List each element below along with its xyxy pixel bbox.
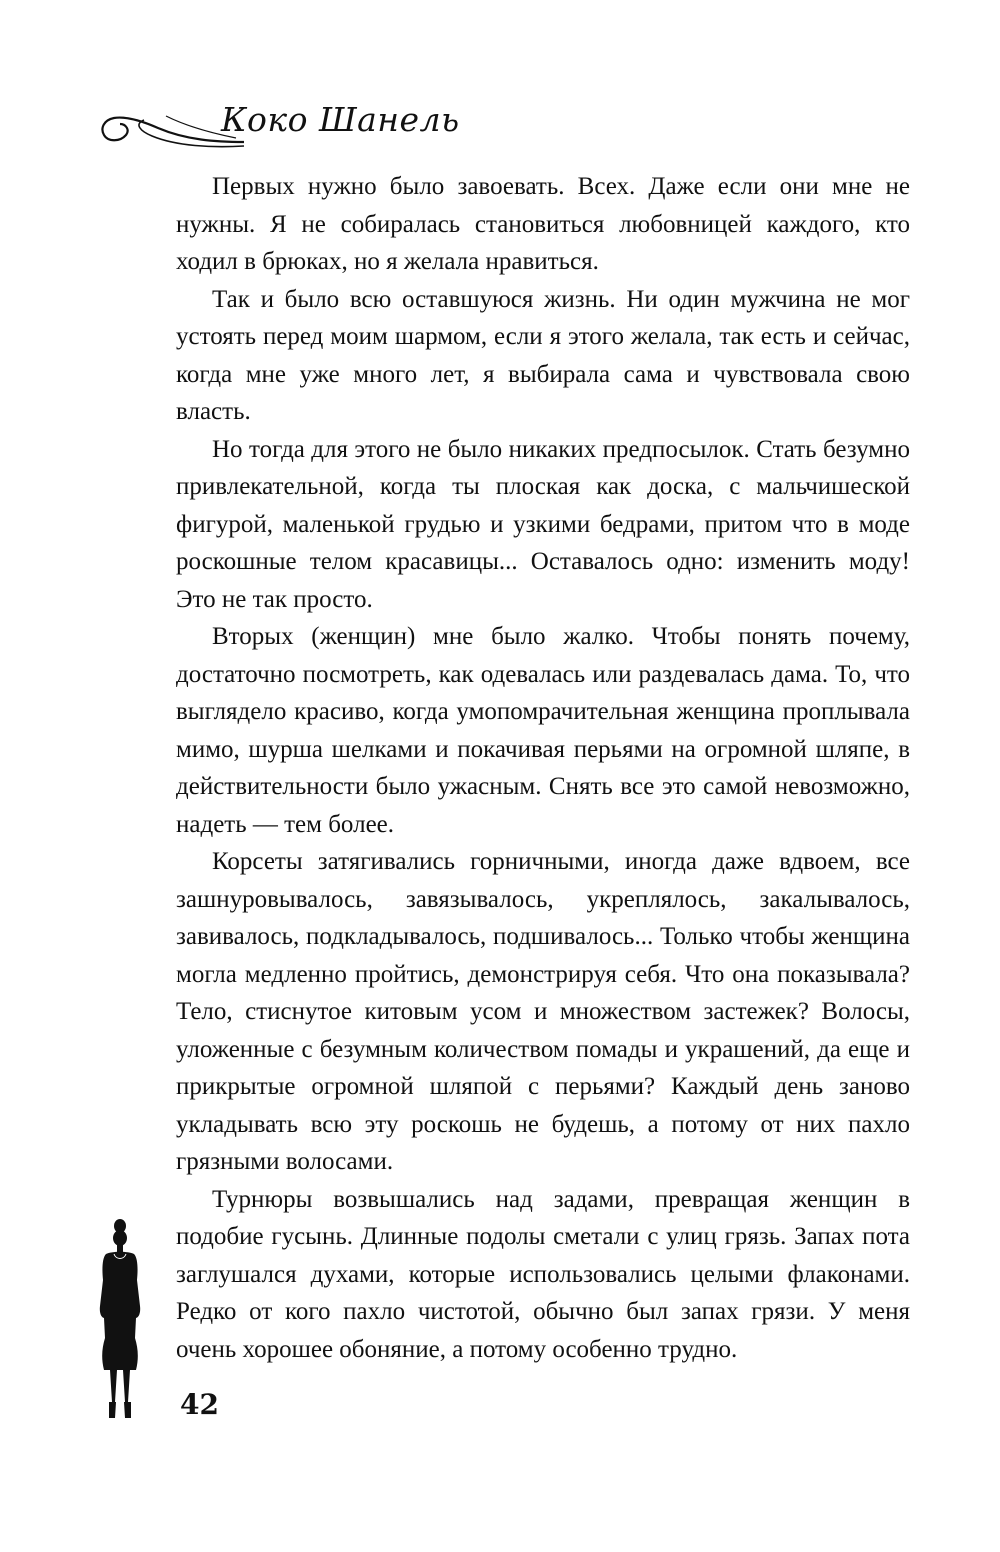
running-title: Коко Шанель xyxy=(221,100,460,139)
paragraph-6: Турнюры возвышались над задами, превращая женщин в подобие гусынь. Длинные подолы сметали с улиц грязь. Запах пота заглушался духами, которые использовались целыми флаконами. Редко от кого пахло чистотой, обычно был запах грязи. У меня очень хорошее обоняние, а потому особенно трудно. xyxy=(176,1185,910,1363)
page-number: 42 xyxy=(180,1388,219,1421)
paragraph-1: Первых нужно было завоевать. Всех. Даже если они мне не нужны. Я не собиралась становиться любовницей каждого, кто ходил в брюках, но я желала нравиться. xyxy=(176,173,910,275)
running-head xyxy=(96,96,516,160)
paragraph-3: Но тогда для этого не было никаких предпосылок. Стать безумно привлекательной, когда ты плоская как доска, с мальчишеской фигурой, маленькой грудью и узкими бедрами, притом что в моде роскошные телом красавицы... Оставалось одно: изменить моду! Это не так просто. xyxy=(176,435,910,613)
paragraph-4: Вторых (женщин) мне было жалко. Чтобы понять почему, достаточно посмотреть, как одевалась или раздевалась дама. То, что выглядело красиво, когда умопомрачительная женщина проплывала мимо, шурша шелками и покачивая перьями на огромной шляпе, в действительности было ужасным. Снять все это самой невозможно, надеть — тем более. xyxy=(176,623,910,838)
paragraph-2: Так и было всю оставшуюся жизнь. Ни один мужчина не мог устоять перед моим шармом, если я этого желала, так есть и сейчас, когда мне уже много лет, я выбирала сама и чувствовала свою власть. xyxy=(176,285,910,425)
woman-silhouette-icon xyxy=(92,1218,148,1423)
body-text xyxy=(176,168,910,1368)
paragraph-5: Корсеты затягивались горничными, иногда даже вдвоем, все зашнуровывалось, завязывалось, укреплялось, закалывалось, завивалось, подкладывалось, подшивалось... Только чтобы женщина могла медленно пройтись, демонстрируя себя. Что она показывала? Тело, стиснутое китовым усом и множеством застежек? Волосы, уложенные с безумным количеством помады и украшений, да еще и прикрытые огромной шляпой с перьями? Каждый день заново укладывать всю эту роскошь не будешь, а потому от них пахло грязными волосами. xyxy=(176,848,910,1175)
